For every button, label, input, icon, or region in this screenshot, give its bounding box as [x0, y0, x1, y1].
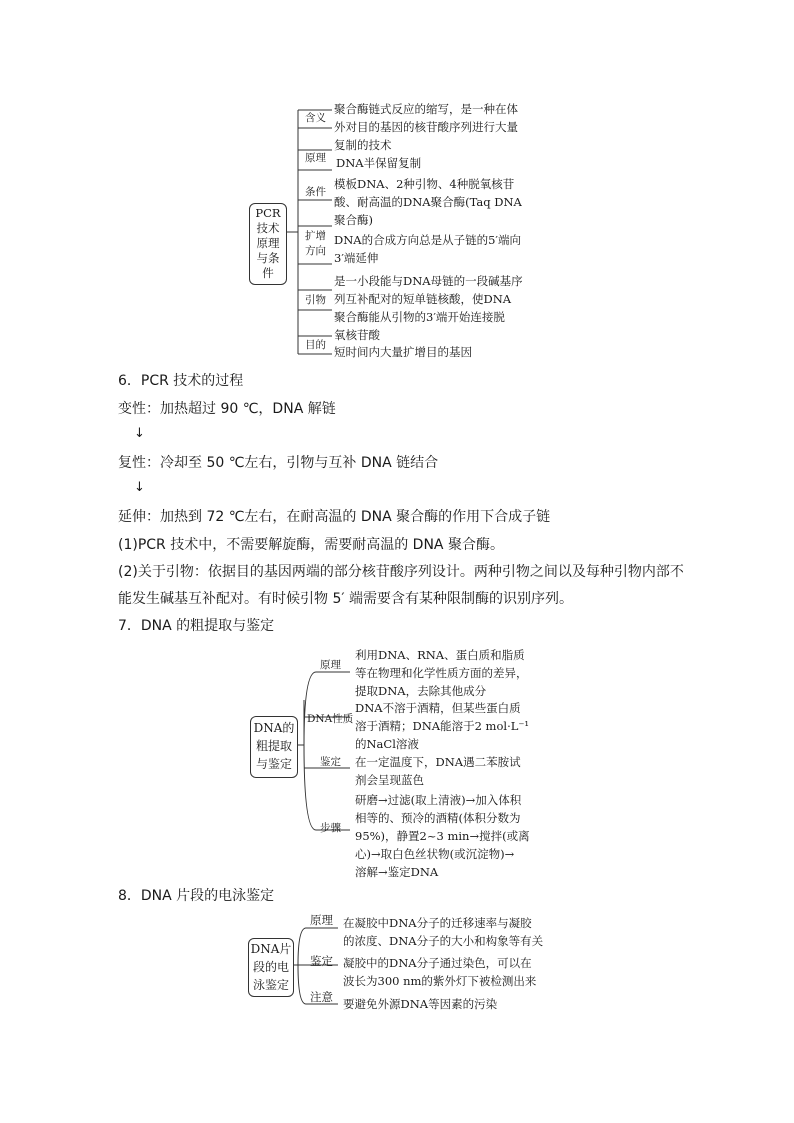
pcr-root-line: 技术 [256, 221, 280, 235]
pcr-label-meaning: 含义 [305, 112, 326, 124]
extraction-root-box [250, 716, 298, 778]
text-line: 提取DNA，去除其他成分 [355, 684, 487, 698]
step-denature: 变性：加热超过 90 ℃，DNA 解链 [118, 401, 336, 417]
text-line: 氧核苷酸 [334, 328, 380, 342]
text-line: DNA半保留复制 [336, 156, 422, 170]
label-line: 扩增 [305, 230, 326, 242]
text-line: 95%)，静置2~3 min→搅拌(或离 [355, 829, 530, 843]
section8-heading: 8．DNA 片段的电泳鉴定 [118, 888, 275, 904]
text-line: 波长为300 nm的紫外灯下被检测出来 [343, 974, 537, 988]
text-line: 模板DNA、2种引物、4种脱氧核苷 [334, 177, 515, 191]
extraction-label-property: DNA性质 [307, 713, 354, 725]
extraction-text-identify [355, 753, 521, 789]
text-line: 要避免外源DNA等因素的污染 [343, 997, 498, 1011]
text-line: 心)→取白色丝状物(或沉淀物)→ [355, 847, 515, 861]
extraction-label-principle: 原理 [320, 659, 341, 671]
root-line: 与鉴定 [255, 757, 292, 771]
text-line: 酸、耐高温的DNA聚合酶(Taq DNA [334, 195, 522, 209]
text-line: 凝胶中的DNA分子通过染色，可以在 [343, 956, 532, 970]
pcr-root-line: PCR [255, 206, 281, 220]
text-line: 聚合酶链式反应的缩写，是一种在体 [334, 102, 518, 116]
extraction-label-steps: 步骤 [320, 822, 341, 834]
electrophoresis-label-principle: 原理 [310, 913, 333, 927]
text-line: 在一定温度下，DNA遇二苯胺试 [355, 755, 521, 769]
pcr-label-direction [305, 230, 326, 258]
text-line: 的浓度、DNA分子的大小和构象等有关 [343, 934, 544, 948]
electrophoresis-text-principle [343, 914, 543, 950]
pcr-label-principle: 原理 [305, 152, 326, 164]
root-line: DNA的 [253, 721, 295, 735]
extraction-text-property [355, 699, 529, 753]
electrophoresis-root-box [248, 938, 294, 997]
text-line: 复制的技术 [334, 138, 392, 152]
text-line: 溶解→鉴定DNA [355, 865, 439, 879]
root-line: 粗提取 [255, 739, 292, 753]
electrophoresis-text-caution [343, 995, 497, 1013]
section6-heading: 6．PCR 技术的过程 [118, 373, 244, 389]
section7-heading: 7．DNA 的粗提取与鉴定 [118, 618, 275, 634]
pcr-text-conditions [334, 175, 522, 229]
note-1: (1)PCR 技术中，不需要解旋酶，需要耐高温的 DNA 聚合酶。 [118, 537, 504, 553]
root-line: 段的电 [252, 960, 289, 974]
text-line: 溶于酒精；DNA能溶于2 mol·L⁻¹ [355, 719, 530, 733]
text-line: 聚合酶) [334, 213, 373, 227]
pcr-root-line: 与条 [256, 251, 280, 265]
pcr-root-line: 原理 [256, 236, 280, 250]
text-line: 剂会呈现蓝色 [355, 773, 424, 787]
extraction-text-steps [355, 791, 530, 881]
text-line: 外对目的基因的核苷酸序列进行大量 [334, 120, 518, 134]
step-extend: 延伸：加热到 72 ℃左右，在耐高温的 DNA 聚合酶的作用下合成子链 [118, 509, 551, 525]
text-line: DNA不溶于酒精，但某些蛋白质 [355, 701, 521, 715]
text-line: 列互补配对的短单链核酸，使DNA [334, 292, 512, 306]
text-line: 利用DNA、RNA、蛋白质和脂质 [355, 648, 525, 662]
text-line: 相等的、预冷的酒精(体积分数为 [355, 811, 521, 825]
text-line: 短时间内大量扩增目的基因 [334, 345, 472, 359]
text-line: 研磨→过滤(取上清液)→加入体积 [355, 793, 522, 807]
label-line: 方向 [305, 245, 326, 257]
down-arrow-icon: ↓ [134, 426, 145, 441]
step-anneal: 复性：冷却至 50 ℃左右，引物与互补 DNA 链结合 [118, 455, 439, 471]
pcr-label-conditions: 条件 [305, 186, 326, 198]
extraction-text-principle [355, 646, 528, 700]
pcr-text-meaning [334, 100, 518, 154]
pcr-text-principle [336, 154, 421, 172]
pcr-root-box [249, 203, 287, 285]
text-line: DNA的合成方向总是从子链的5′端向 [334, 233, 522, 247]
pcr-text-purpose [334, 343, 472, 361]
text-line: 在凝胶中DNA分子的迁移速率与凝胶 [343, 916, 532, 930]
text-line: 等在物理和化学性质方面的差异， [355, 666, 528, 680]
root-line: DNA片 [250, 942, 292, 956]
down-arrow-icon: ↓ [134, 480, 145, 495]
pcr-text-primer [334, 272, 523, 344]
note-2-line2: 能发生碱基互补配对。有时候引物 5′ 端需要含有某种限制酶的识别序列。 [118, 591, 573, 607]
electrophoresis-text-identify [343, 954, 536, 990]
note-2-line1: (2)关于引物：依据目的基因两端的部分核苷酸序列设计。两种引物之间以及每种引物内部不 [118, 564, 684, 580]
pcr-label-purpose: 目的 [305, 339, 326, 351]
text-line: 聚合酶能从引物的3′端开始连接脱 [334, 310, 505, 324]
electrophoresis-label-identify: 鉴定 [310, 954, 333, 968]
text-line: 是一小段能与DNA母链的一段碱基序 [334, 274, 523, 288]
pcr-root-line: 件 [262, 266, 274, 280]
text-line: 的NaCl溶液 [355, 737, 419, 751]
pcr-text-direction [334, 231, 521, 267]
electrophoresis-label-caution: 注意 [310, 990, 333, 1004]
root-line: 泳鉴定 [252, 978, 289, 992]
extraction-label-identify: 鉴定 [320, 756, 341, 768]
pcr-label-primer: 引物 [305, 294, 326, 306]
text-line: 3′端延伸 [334, 251, 379, 265]
